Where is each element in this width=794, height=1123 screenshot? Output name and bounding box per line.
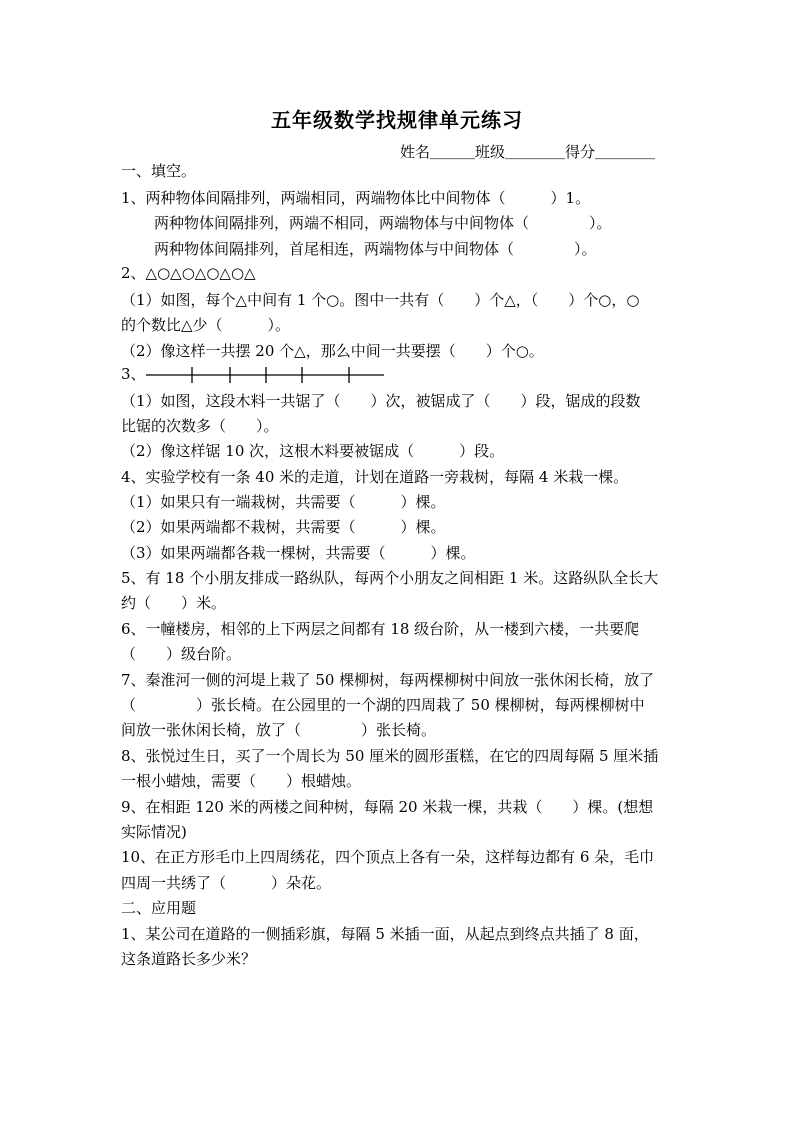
- application-question-1-line-1: 1、某公司在道路的一侧插彩旗，每隔 5 米插一面，从起点到终点共插了 8 面，: [121, 925, 649, 943]
- question-4-part-3: （3）如果两端都各栽一棵树，共需要（ ）棵。: [121, 544, 476, 562]
- question-10-line-1: 10、在正方形毛巾上四周绣花，四个顶点上各有一朵，这样每边都有 6 朵，毛巾: [121, 848, 655, 866]
- question-4-part-2: （2）如果两端都不栽树，共需要（ ）棵。: [121, 518, 446, 536]
- question-6-line-1: 6、一幢楼房，相邻的上下两层之间都有 18 级台阶，从一楼到六楼，一共要爬: [121, 620, 640, 638]
- question-1-line-2: 两种物体间隔排列，两端不相同，两端物体与中间物体（ ）。: [154, 214, 612, 232]
- question-1-line-3: 两种物体间隔排列，首尾相连，两端物体与中间物体（ ）。: [154, 240, 597, 258]
- question-2-part-1-line-2: 的个数比△少（ ）。: [121, 316, 291, 334]
- question-7-line-1: 7、秦淮河一侧的河堤上栽了 50 棵柳树，每两棵柳树中间放一张休闲长椅，放了: [121, 671, 655, 689]
- question-6-line-2: （ ）级台阶。: [121, 645, 242, 663]
- page-title: 五年级数学找规律单元练习: [271, 108, 523, 132]
- question-7-line-2: （ ）张长椅。在公园里的一个湖的四周栽了 50 棵柳树，每两棵柳树中: [121, 696, 645, 714]
- question-5-line-2: 约（ ）米。: [121, 594, 227, 612]
- question-3-part-1-line-2: 比锯的次数多（ ）。: [121, 417, 279, 435]
- question-7-line-3: 间放一张休闲长椅，放了（ ）张长椅。: [121, 721, 437, 739]
- question-5-line-1: 5、有 18 个小朋友排成一路纵队，每两个小朋友之间相距 1 米。这路纵队全长大: [121, 569, 659, 587]
- question-8-line-2: 一根小蜡烛，需要（ ）根蜡烛。: [121, 772, 362, 790]
- section-heading-application: 二、应用题: [121, 899, 197, 917]
- question-8-line-1: 8、张悦过生日，买了一个周长为 50 厘米的圆形蛋糕，在它的四周每隔 5 厘米插: [121, 747, 659, 765]
- wood-saw-diagram: [146, 366, 386, 384]
- application-question-1-line-2: 这条道路长多少米？: [121, 950, 257, 968]
- question-9-line-1: 9、在相距 120 米的两楼之间种树，每隔 20 米栽一棵，共栽（ ）棵。(想想: [121, 798, 654, 816]
- student-info: 姓名＿＿＿班级＿＿＿＿得分＿＿＿＿: [400, 143, 656, 161]
- question-3-label: 3、: [121, 365, 146, 383]
- question-10-line-2: 四周一共绣了（ ）朵花。: [121, 874, 332, 892]
- question-1-line-1: 1、两种物体间隔排列，两端相同，两端物体比中间物体（ ）1。: [121, 189, 591, 207]
- question-9-line-2: 实际情况): [121, 823, 187, 841]
- question-2-shapes: 2、△○△○△○△○△: [121, 264, 256, 282]
- question-4-stem: 4、实验学校有一条 40 米的走道，计划在道路一旁栽树，每隔 4 米栽一棵。: [121, 468, 629, 486]
- question-2-part-2: （2）像这样一共摆 20 个△，那么中间一共要摆（ ）个○。: [121, 342, 544, 360]
- question-4-part-1: （1）如果只有一端栽树，共需要（ ）棵。: [121, 493, 446, 511]
- question-3-part-2: （2）像这样锯 10 次，这根木料要被锯成（ ）段。: [121, 442, 505, 460]
- question-2-part-1-line-1: （1）如图，每个△中间有 1 个○。图中一共有（ ）个△，（ ）个○，○: [121, 291, 640, 309]
- question-3-part-1-line-1: （1）如图，这段木料一共锯了（ ）次，被锯成了（ ）段，锯成的段数: [121, 392, 641, 410]
- section-heading-fill-blank: 一、填空。: [121, 162, 197, 180]
